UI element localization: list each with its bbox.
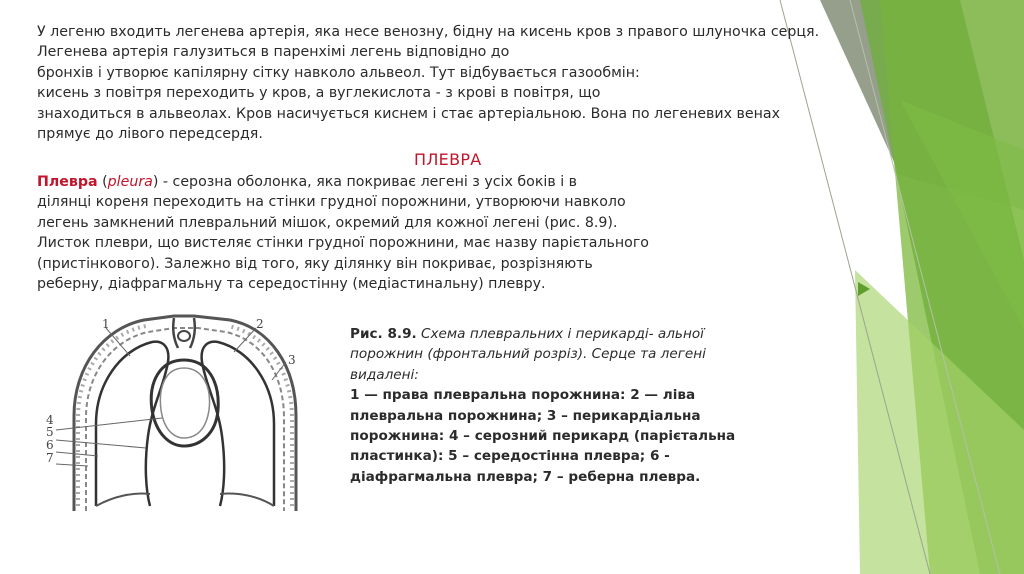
pleural-cavities-diagram <box>34 306 340 512</box>
left-pleural-cavity <box>202 342 274 506</box>
figure-label-4: 4 <box>46 413 54 427</box>
caption-line: порожнин (фронтальний розріз). Серце та легені <box>350 346 706 363</box>
caption-italic: Схема плевральних і перикарді- альної <box>416 326 704 342</box>
caption-line <box>350 324 790 344</box>
figure-label-5: 5 <box>46 425 54 439</box>
paragraph-pulmonary-artery <box>37 22 867 144</box>
text-line: легень замкнений плевральний мішок, окремий для кожної легені (рис. 8.9). <box>37 214 618 231</box>
leader-line-1 <box>106 328 130 356</box>
diaphragm <box>96 494 274 507</box>
figure-label-3: 3 <box>288 353 296 367</box>
latin-term: pleura <box>107 174 153 190</box>
leader-line-6 <box>56 452 98 456</box>
paragraph-pleura <box>37 172 837 294</box>
figure-label-2: 2 <box>256 317 264 331</box>
leader-line-4 <box>56 418 162 430</box>
leader-line-5 <box>56 440 146 448</box>
text-line: Листок плеври, що вистеляє стінки грудної порожнини, має назву парієтального <box>37 235 649 252</box>
paren-open: ( <box>97 174 108 190</box>
caption-legend-line: 1 — права плевральна порожнина: 2 — ліва <box>350 387 696 404</box>
leader-line-2 <box>234 328 256 352</box>
chest-wall-inner <box>86 328 284 511</box>
caption-legend-line: порожнина: 4 – серозний перикард (парієтальна <box>350 428 736 445</box>
figure-label-7: 7 <box>46 451 54 465</box>
text-line: У легеню входить легенева артерія, яка несе венозну, бідну на кисень кров з правого шлуночка серця. <box>37 24 820 40</box>
pericardium-inner <box>160 368 209 438</box>
caption-legend-line: пластинка): 5 – середостінна плевра; 6 - <box>350 448 670 465</box>
text-line: реберну, діафрагмальну та середостінну (медіастинальну) плевру. <box>37 276 546 293</box>
text-line: ділянці кореня переходить на стінки грудної порожнини, утворюючи навколо <box>37 194 626 211</box>
text-rest: ) - серозна оболонка, яка покриває легені з усіх боків і в <box>152 174 578 190</box>
text-line: бронхів і утворює капілярну сітку навколо альвеол. Тут відбувається газообмін: <box>37 64 640 81</box>
text-line: знаходиться в альвеолах. Кров насичується киснем і стає артеріальною. Вона по легеневих венах <box>37 105 780 122</box>
section-heading: ПЛЕВРА <box>414 150 482 169</box>
figure-label-6: 6 <box>46 438 54 452</box>
vessel-cross-section <box>178 331 190 341</box>
text-line: кисень з повітря переходить у кров, а вуглекислота - з крові в повітря, що <box>37 85 601 102</box>
mediastinum-top <box>173 318 195 348</box>
caption-legend-line: діафрагмальна плевра; 7 – реберна плевра. <box>350 468 701 485</box>
text-line <box>37 172 837 192</box>
figure-caption <box>350 324 790 487</box>
caption-line: видалені: <box>350 366 419 383</box>
pericardial-cavity <box>151 360 218 446</box>
text-line: (пристінкового). Залежно від того, яку ділянку він покриває, розрізняють <box>37 255 593 272</box>
figure-label-1: 1 <box>102 317 110 331</box>
leader-line-7 <box>56 464 88 466</box>
caption-title: Рис. 8.9. <box>350 326 417 342</box>
text-line: Легенева артерія галузиться в паренхімі легень відповідно до <box>37 44 510 61</box>
leader-line-3 <box>272 362 286 380</box>
text-line: прямує до лівого передсердя. <box>37 126 263 143</box>
term-pleura: Плевра <box>37 174 98 190</box>
caption-legend-line: плевральна порожнина; 3 – перикардіальна <box>350 407 701 424</box>
